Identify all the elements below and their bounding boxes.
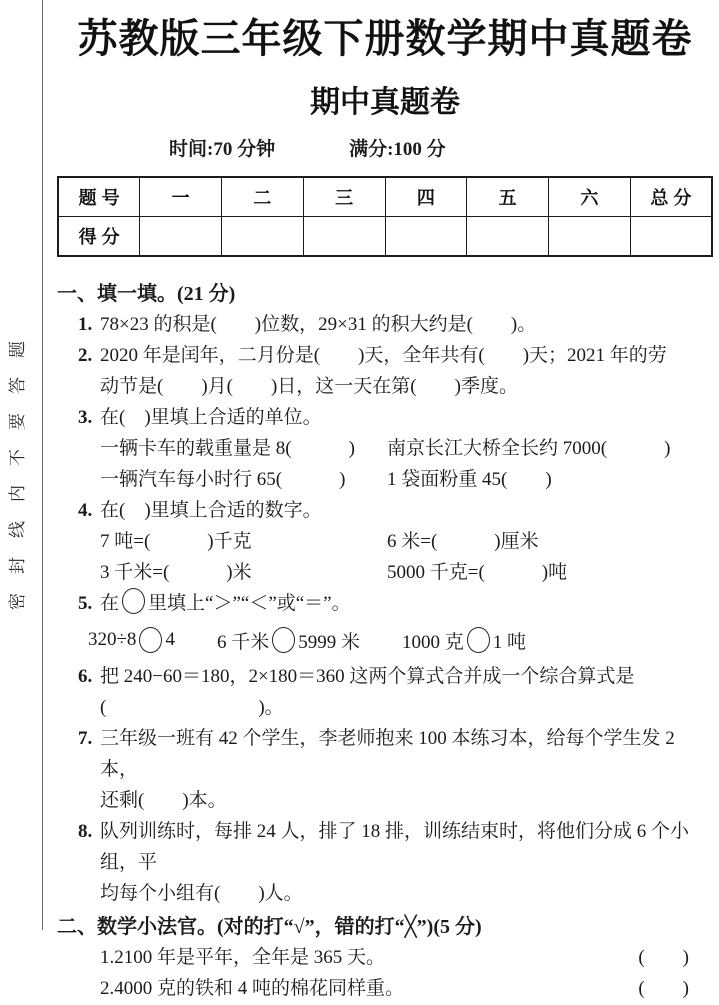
fill-item: 7 吨=( )千克 bbox=[100, 531, 252, 552]
score-table-header-cell: 五 bbox=[467, 177, 549, 217]
question-3-row-1 bbox=[57, 433, 713, 464]
score-blank-cell bbox=[303, 217, 385, 257]
question-2 bbox=[57, 340, 713, 371]
question-1 bbox=[57, 309, 713, 340]
score-table bbox=[57, 176, 713, 257]
question-text: 三年级一班有 42 个学生，李老师抱来 100 本练习本，给每个学生发 2 本， bbox=[100, 728, 675, 780]
exam-page bbox=[57, 0, 713, 1004]
score-table-score-row bbox=[58, 217, 712, 257]
page-subtitle: 期中真题卷 bbox=[310, 86, 460, 119]
score-table-header-cell: 三 bbox=[303, 177, 385, 217]
compare-item bbox=[217, 627, 360, 654]
question-text: 在( )里填上合适的数字。 bbox=[100, 500, 322, 521]
question-8-continued bbox=[57, 878, 713, 909]
compare-circle-icon bbox=[122, 588, 145, 614]
fill-item: 6 米=( )厘米 bbox=[387, 531, 539, 552]
answer-parens: ( ) bbox=[638, 978, 689, 999]
fill-item: 3 千米=( )米 bbox=[100, 562, 252, 583]
question-4-row-1 bbox=[57, 526, 713, 557]
question-number: 2. bbox=[78, 345, 93, 366]
score-table-header-cell: 二 bbox=[222, 177, 304, 217]
fill-item: 5000 千克=( )吨 bbox=[387, 562, 568, 583]
score-blank-cell bbox=[222, 217, 304, 257]
time-limit-label: 时间:70 分钟 bbox=[169, 139, 276, 160]
score-row-label: 得 分 bbox=[58, 217, 140, 257]
question-text bbox=[100, 973, 404, 1004]
compare-item bbox=[402, 627, 526, 654]
question-text: 在( )里填上合适的单位。 bbox=[100, 407, 322, 428]
question-2-continued bbox=[57, 371, 713, 402]
question-text: 队列训练时，每排 24 人，排了 18 排，训练结束时，将他们分成 6 个小组，平 bbox=[100, 821, 690, 873]
fill-item: 南京长江大桥全长约 7000( ) bbox=[387, 438, 671, 459]
question-text: 2020 年是闰年，二月份是( )天，全年共有( )天；2021 年的劳 bbox=[100, 345, 667, 366]
question-text: 78×23 的积是( )位数，29×31 的积大约是( )。 bbox=[100, 314, 537, 335]
judge-question-1 bbox=[57, 942, 713, 973]
section-one-heading: 一、填一填。(21 分) bbox=[57, 283, 236, 305]
score-table-corner-cell: 题 号 bbox=[58, 177, 140, 217]
score-table-header-row bbox=[58, 177, 712, 217]
seal-fold-line bbox=[42, 0, 43, 930]
question-number: 4. bbox=[78, 500, 93, 521]
score-blank-cell bbox=[140, 217, 222, 257]
fill-item: 一辆汽车每小时行 65( ) bbox=[100, 469, 346, 490]
question-5 bbox=[57, 588, 713, 619]
compare-circle-icon bbox=[139, 627, 162, 653]
question-4 bbox=[57, 495, 713, 526]
answer-parens: ( ) bbox=[638, 947, 689, 968]
compare-item bbox=[88, 627, 175, 653]
score-table-header-cell: 六 bbox=[549, 177, 631, 217]
score-table-header-cell: 总 分 bbox=[630, 177, 712, 217]
score-blank-cell bbox=[549, 217, 631, 257]
question-6 bbox=[57, 661, 713, 692]
judge-question-2 bbox=[57, 973, 713, 1004]
question-3-row-2 bbox=[57, 464, 713, 495]
question-text: 里填上“＞”“＜”或“＝”。 bbox=[148, 593, 351, 614]
compare-left: 6 千米 bbox=[216, 631, 270, 653]
fill-item: 1 袋面粉重 45( ) bbox=[387, 469, 552, 490]
question-text: 把 240−60＝180，2×180＝360 这两个算式合并成一个综合算式是 bbox=[100, 666, 635, 687]
question-number: 1. bbox=[78, 314, 93, 335]
question-8 bbox=[57, 816, 713, 878]
compare-right: 1 吨 bbox=[492, 631, 526, 653]
compare-circle-icon bbox=[272, 627, 295, 653]
score-blank-cell bbox=[385, 217, 467, 257]
score-blank-cell bbox=[630, 217, 712, 257]
exam-info-row bbox=[57, 140, 713, 160]
question-text: 动节是( )月( )日，这一天在第( )季度。 bbox=[100, 376, 518, 397]
question-6-continued bbox=[57, 692, 713, 723]
question-text bbox=[100, 942, 385, 973]
full-score-label: 满分:100 分 bbox=[349, 139, 446, 160]
question-number: 2. bbox=[100, 978, 115, 999]
question-text: 均每个小组有( )人。 bbox=[100, 883, 303, 904]
question-text: 还剩( )本。 bbox=[100, 790, 227, 811]
answer-blank: ( )。 bbox=[100, 697, 284, 718]
score-table-header-cell: 四 bbox=[385, 177, 467, 217]
seal-instruction-text: 密封线内不要答题 bbox=[8, 322, 27, 610]
question-number: 5. bbox=[78, 593, 93, 614]
judge-statement: 4000 克的铁和 4 吨的棉花同样重。 bbox=[114, 978, 405, 999]
question-7-continued bbox=[57, 785, 713, 816]
question-7 bbox=[57, 723, 713, 785]
score-blank-cell bbox=[467, 217, 549, 257]
compare-right: 4 bbox=[165, 629, 175, 650]
question-5-items bbox=[57, 619, 713, 661]
question-number: 6. bbox=[78, 666, 93, 687]
question-4-row-2 bbox=[57, 557, 713, 588]
page-title: 苏教版三年级下册数学期中真题卷 bbox=[77, 17, 693, 61]
question-number: 7. bbox=[78, 728, 93, 749]
compare-left: 1000 克 bbox=[401, 631, 464, 653]
compare-left: 320÷8 bbox=[88, 629, 137, 650]
question-number: 3. bbox=[78, 407, 93, 428]
compare-right: 5999 米 bbox=[298, 631, 360, 653]
question-3 bbox=[57, 402, 713, 433]
judge-statement: 2100 年是平年，全年是 365 天。 bbox=[114, 947, 386, 968]
score-table-header-cell: 一 bbox=[140, 177, 222, 217]
question-text: 在 bbox=[100, 593, 120, 614]
section-two-heading: 二、数学小法官。(对的打“√”，错的打“╳”)(5 分) bbox=[57, 916, 482, 938]
compare-circle-icon bbox=[467, 627, 490, 653]
fill-item: 一辆卡车的载重量是 8( ) bbox=[100, 438, 355, 459]
question-number: 1. bbox=[100, 947, 115, 968]
question-number: 8. bbox=[78, 821, 93, 842]
